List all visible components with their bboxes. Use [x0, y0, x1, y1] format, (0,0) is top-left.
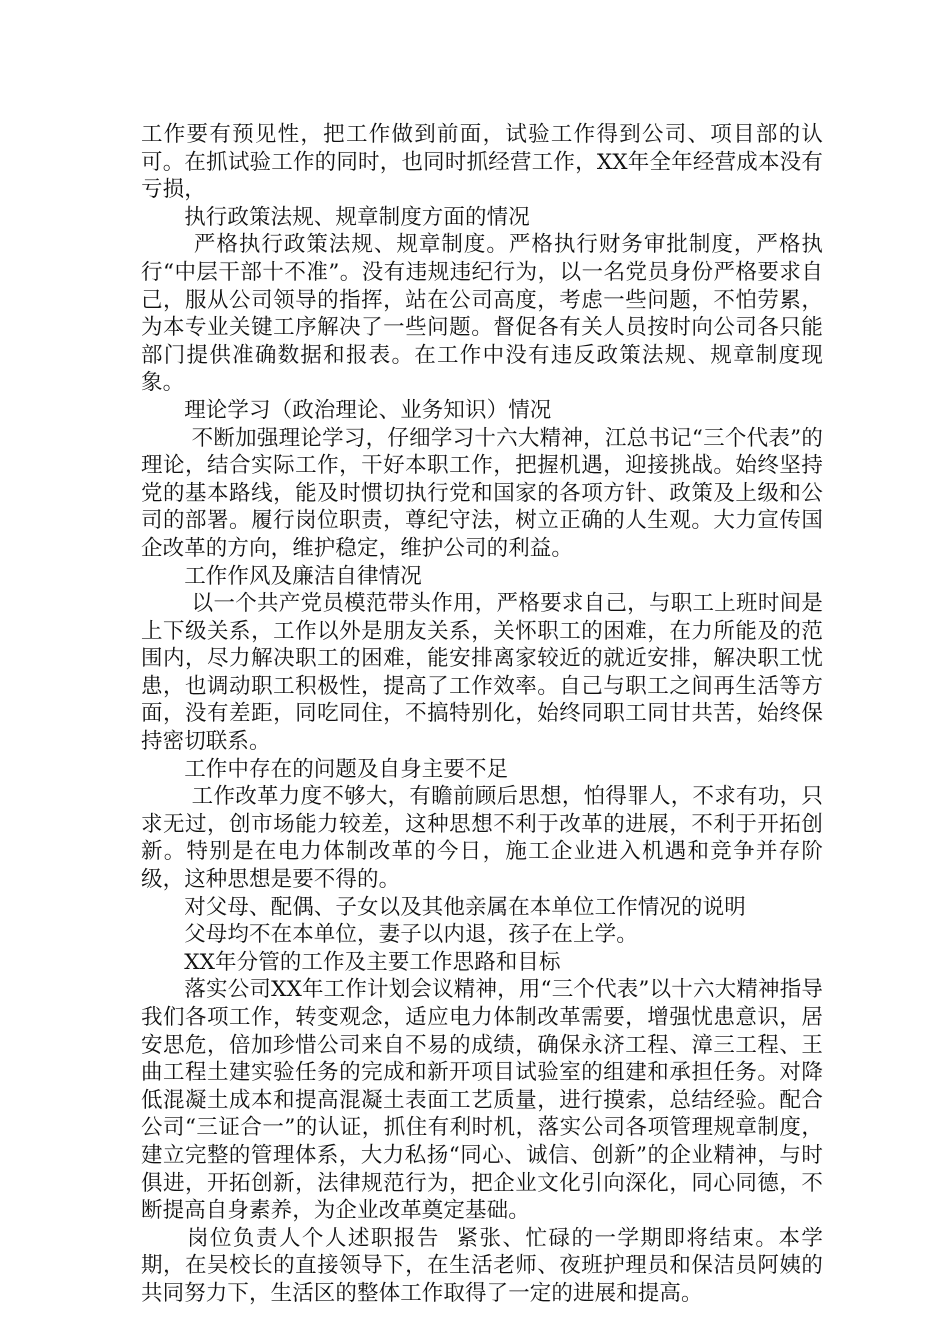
section-heading-policy: 执行政策法规、规章制度方面的情况 — [141, 204, 530, 230]
paragraph-opening: 工作要有预见性，把工作做到前面，试验工作得到公司、项目部的认可。在抓试验工作的同时，也同时抓经营工作，XX年全年经营成本没有亏损， — [141, 122, 823, 203]
section-heading-conduct: 工作作风及廉洁自律情况 — [141, 563, 422, 589]
section-heading-relatives: 对父母、配偶、子女以及其他亲属在本单位工作情况的说明 — [141, 894, 746, 920]
section-heading-study: 理论学习（政治理论、业务知识）情况 — [141, 397, 552, 423]
document-body — [141, 121, 823, 1308]
paragraph-goals: 落实公司XX年工作计划会议精神，用“三个代表”以十六大精神指导我们各项工作，转变观念，适应电力体制改革需要，增强忧患意识，居安思危，倍加珍惜公司来自不易的成绩，确保永济工程、漳三工程、王曲工程土建实验任务的完成和新开项目试验室的组建和承担任务。对降低混凝土成本和提高混凝土表面工艺质量，进行摸索，总结经验。配合公司“三证合一”的认证，抓住有利时机，落实公司各项管理规章制度，建立完整的管理体系，大力私扬“同心、诚信、创新”的企业精神，与时俱进，开拓创新，法律规范行为，把企业文化引向深化，同心同德，不断提高自身素养，为企业改革奠定基础。 — [141, 977, 823, 1224]
section-heading-shortcomings: 工作中存在的问题及自身主要不足 — [141, 756, 509, 782]
paragraph-relatives: 父母均不在本单位，妻子以内退，孩子在上学。 — [141, 922, 638, 948]
paragraph-policy: 严格执行政策法规、规章制度。严格执行财务审批制度，严格执行“中层干部十不准”。没有违规违纪行为，以一名党员身份严格要求自己，服从公司领导的指挥，站在公司高度，考虑一些问题，不怕劳累，为本专业关键工序解决了一些问题。督促各有关人员按时向公司各只能部门提供准确数据和报表。在工作中没有违反政策法规、规章制度现象。 — [141, 232, 823, 396]
paragraph-shortcomings: 工作改革力度不够大，有瞻前顾后思想，怕得罪人，不求有功，只求无过，创市场能力较差，这种思想不利于改革的进展，不利于开拓创新。特别是在电力体制改革的今日，施工企业进入机遇和竞争并存阶级，这种思想是要不得的。 — [141, 784, 823, 893]
paragraph-study: 不断加强理论学习，仔细学习十六大精神，江总书记“三个代表”的理论，结合实际工作，干好本职工作，把握机遇，迎接挑战。始终坚持党的基本路线，能及时惯切执行党和国家的各项方针、政策及上级和公司的部署。履行岗位职责，尊纪守法，树立正确的人生观。大力宣传国企改革的方向，维护稳定，维护公司的利益。 — [141, 425, 823, 561]
paragraph-conduct: 以一个共产党员模范带头作用，严格要求自己，与职工上班时间是上下级关系，工作以外是朋友关系，关怀职工的困难，在力所能及的范围内，尽力解决职工的困难，能安排离家较近的就近安排，解决职工忧患，也调动职工积极性，提高了工作效率。自己与职工之间再生活等方面，没有差距，同吃同住，不搞特别化，始终同职工同甘共苦，始终保持密切联系。 — [141, 591, 823, 755]
paragraph-report: 岗位负责人个人述职报告 紧张、忙碌的一学期即将结束。本学期，在吴校长的直接领导下，在生活老师、夜班护理员和保洁员阿姨的共同努力下，生活区的整体工作取得了一定的进展和提高。 — [141, 1225, 823, 1306]
section-heading-goals: XX年分管的工作及主要工作思路和目标 — [141, 949, 561, 975]
